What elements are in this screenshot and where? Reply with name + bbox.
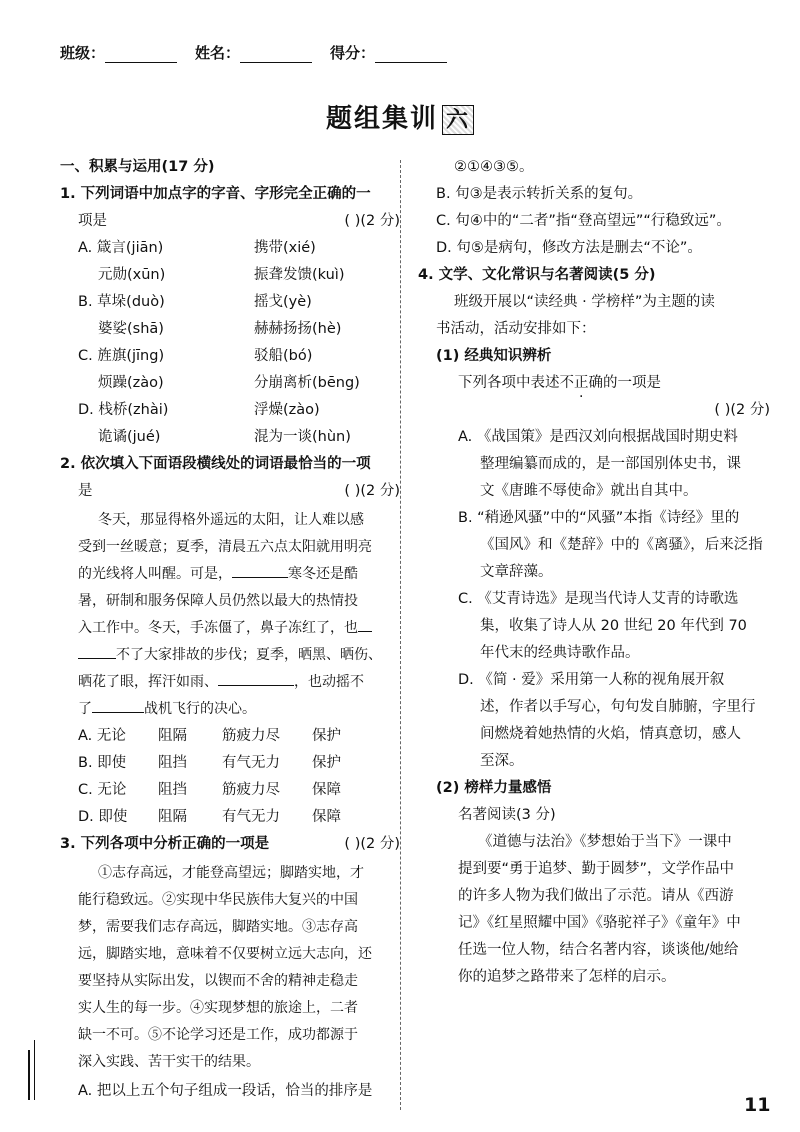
q4-sub2-text-line1: 《道德与法治》《梦想始于当下》一课中 [478, 834, 732, 850]
q2-stem-line2: 是 ( )(2 分) [78, 478, 400, 505]
q4-opt-a-line1[interactable]: A. 《战国策》是西汉刘向根据战国时期史料 [458, 429, 738, 445]
q4-opt-a-line2: 整理编纂而成的，是一部国别体史书，课 [480, 456, 741, 472]
q4-opt-a-line3: 文《唐雎不辱使命》就出自其中。 [480, 483, 698, 499]
q3-option-c[interactable]: C. 句④中的“二者”指“登高望远”“行稳致远”。 [436, 213, 731, 229]
q3-option-b[interactable]: B. 句③是表示转折关系的复句。 [436, 186, 643, 202]
q2-passage-line3: 的光线将人叫醒。可是， 寒冬还是酷 [78, 561, 358, 588]
q1-stem-line1: 1. 下列词语中加点字的字音、字形完全正确的一 [60, 186, 371, 202]
q1-points[interactable]: ( )(2 分) [344, 213, 400, 229]
binding-mark [28, 1050, 30, 1100]
q4-opt-c-line3: 年代末的经典诗歌作品。 [480, 645, 640, 661]
q2-passage-line8: 了 战机飞行的决心。 [78, 696, 256, 723]
class-label: 班级： [60, 44, 106, 62]
q3-passage-line8: 深入实践、苦干实干的结果。 [78, 1054, 260, 1070]
q4-opt-d-line3: 间燃烧着她热情的火焰，情真意切，感人 [480, 726, 741, 742]
binding-mark-thin [34, 1040, 35, 1100]
q4-opt-d-line2: 述，作者以手写心，句句发自肺腑，字里行 [480, 699, 756, 715]
q4-opt-d-line4: 至深。 [480, 753, 524, 769]
q1-stem-text: 项是 [78, 213, 107, 229]
q4-sub1-heading: (1) 经典知识辨析 [436, 348, 552, 364]
q3-passage-line6: 实人生的每一步。④实现梦想的旅途上，二者 [78, 1000, 358, 1016]
q1-opt-d2: 诡谲(jué) 混为一谈(hùn) [98, 429, 351, 445]
q4-sub1-points[interactable]: ( )(2 分) [714, 402, 770, 418]
q4-sub1-question: 下列各项中表述不正确的一项是 [458, 375, 661, 391]
name-label: 姓名： [195, 44, 241, 62]
q2-passage-line2: 受到一丝暖意；夏季，清晨五六点太阳就用明亮 [78, 539, 372, 555]
title-text: 题组集训 [325, 104, 438, 134]
q1-opt-a1[interactable]: A. 箴言(jiān) 携带(xié) [78, 240, 316, 256]
q2-choice-d[interactable]: D. 即使 阻隔 有气无力 保障 [78, 809, 341, 825]
q4-opt-c-line2: 集，收集了诗人从 20 世纪 20 年代到 70 [480, 618, 747, 634]
column-divider [400, 160, 401, 1110]
q4-sub2-text-line4: 记》《红星照耀中国》《骆驼祥子》《童年》中 [458, 915, 741, 931]
score-blank[interactable] [375, 46, 447, 63]
q2-stem-line1: 2. 依次填入下面语段横线处的词语最恰当的一项 [60, 456, 371, 472]
q3-option-d[interactable]: D. 句⑤是病句，修改方法是删去“不论”。 [436, 240, 702, 256]
q3-passage-line7: 缺一不可。⑤不论学习还是工作，成功都源于 [78, 1027, 358, 1043]
q3-passage-line5: 要坚持从实际出发，以锲而不舍的精神走稳走 [78, 973, 358, 989]
q3-order: ②①④③⑤。 [454, 159, 534, 175]
q4-sub2-text-line5: 任选一位人物，结合名著内容，谈谈他/她给 [458, 942, 739, 958]
q4-sub2-text-line3: 的许多人物为我们做出了示范。请从《西游 [458, 888, 734, 904]
q2-passage-line7: 晒花了眼，挥汗如雨、 ，也动摇不 [78, 669, 364, 696]
emphasis-dots: 不正确 [559, 375, 603, 391]
q3-stem: 3. 下列各项中分析正确的一项是 ( )(2 分) [60, 831, 400, 858]
q4-intro-line1: 班级开展以“读经典 · 学榜样”为主题的读 [454, 294, 715, 310]
q2-passage-line1: 冬天，那显得格外遥远的太阳，让人难以感 [98, 512, 364, 528]
q4-opt-c-line1[interactable]: C. 《艾青诗选》是现当代诗人艾青的诗歌选 [458, 591, 739, 607]
q2-choice-a[interactable]: A. 无论 阻隔 筋疲力尽 保护 [78, 728, 341, 744]
q1-opt-c1[interactable]: C. 旌旗(jīng) 驳船(bó) [78, 348, 313, 364]
q4-sub2-heading: (2) 榜样力量感悟 [436, 780, 552, 796]
q4-sub2-text-line6: 你的追梦之路带来了怎样的启示。 [458, 969, 676, 985]
page-title [0, 98, 800, 135]
title-number-badge: 六 [442, 105, 474, 135]
class-blank[interactable] [105, 46, 177, 63]
q3-points[interactable]: ( )(2 分) [344, 836, 400, 852]
q4-stem: 4. 文学、文化常识与名著阅读(5 分) [418, 267, 656, 283]
q4-intro-line2: 书活动，活动安排如下： [436, 321, 596, 337]
student-info-header [60, 42, 465, 63]
q2-choice-b[interactable]: B. 即使 阻挡 有气无力 保护 [78, 755, 341, 771]
q2-points[interactable]: ( )(2 分) [344, 483, 400, 499]
q2-blank-2b[interactable] [78, 644, 116, 659]
q2-passage-line5: 入工作中。冬天，手冻僵了，鼻子冻红了，也 [78, 615, 372, 642]
q3-option-a[interactable]: A. 把以上五个句子组成一段话，恰当的排序是 [78, 1083, 373, 1099]
q1-opt-b1[interactable]: B. 草垛(duò) 摇戈(yè) [78, 294, 312, 310]
q4-opt-b-line3: 文章辞藻。 [480, 564, 553, 580]
q4-opt-d-line1[interactable]: D. 《简 · 爱》采用第一人称的视角展开叙 [458, 672, 725, 688]
q2-blank-1[interactable] [232, 563, 288, 578]
q3-passage-line4: 远，脚踏实地，意味着不仅要树立远大志向，还 [78, 946, 372, 962]
page-number: 11 [744, 1094, 771, 1116]
q4-opt-b-line1[interactable]: B. “稍逊风骚”中的“风骚”本指《诗经》里的 [458, 510, 740, 526]
q1-opt-c2: 烦躁(zào) 分崩离析(bēng) [98, 375, 360, 391]
score-label: 得分： [330, 44, 376, 62]
q2-blank-3[interactable] [218, 671, 294, 686]
q2-passage-line4: 暑，研制和服务保障人员仍然以最大的热情投 [78, 593, 358, 609]
q3-passage-line3: 梦，需要我们志存高远，脚踏实地。③志存高 [78, 919, 358, 935]
q1-opt-b2: 婆娑(shā) 赫赫扬扬(hè) [98, 321, 342, 337]
q1-opt-d1[interactable]: D. 栈桥(zhài) 浮燥(zào) [78, 402, 320, 418]
name-blank[interactable] [240, 46, 312, 63]
q3-passage-line2: 能行稳致远。②实现中华民族伟大复兴的中国 [78, 892, 358, 908]
q3-passage-line1: ①志存高远，才能登高望远；脚踏实地，才 [98, 865, 364, 881]
q2-blank-4[interactable] [92, 698, 144, 713]
q2-passage-line6: 不了大家排故的步伐；夏季，晒黑、晒伤、 [78, 642, 382, 669]
q2-choice-c[interactable]: C. 无论 阻挡 筋疲力尽 保障 [78, 782, 341, 798]
q2-blank-2a[interactable] [358, 617, 372, 632]
q1-stem-line2 [78, 208, 400, 235]
q4-sub2-text-line2: 提到要“勇于追梦、勤于圆梦”，文学作品中 [458, 861, 735, 877]
q4-opt-b-line2: 《国风》和《楚辞》中的《离骚》，后来泛指 [480, 537, 763, 553]
q4-sub2-label: 名著阅读(3 分) [458, 807, 556, 823]
q1-opt-a2: 元勋(xūn) 振聋发馈(kuì) [98, 267, 345, 283]
section-heading: 一、积累与运用(17 分) [60, 159, 215, 175]
